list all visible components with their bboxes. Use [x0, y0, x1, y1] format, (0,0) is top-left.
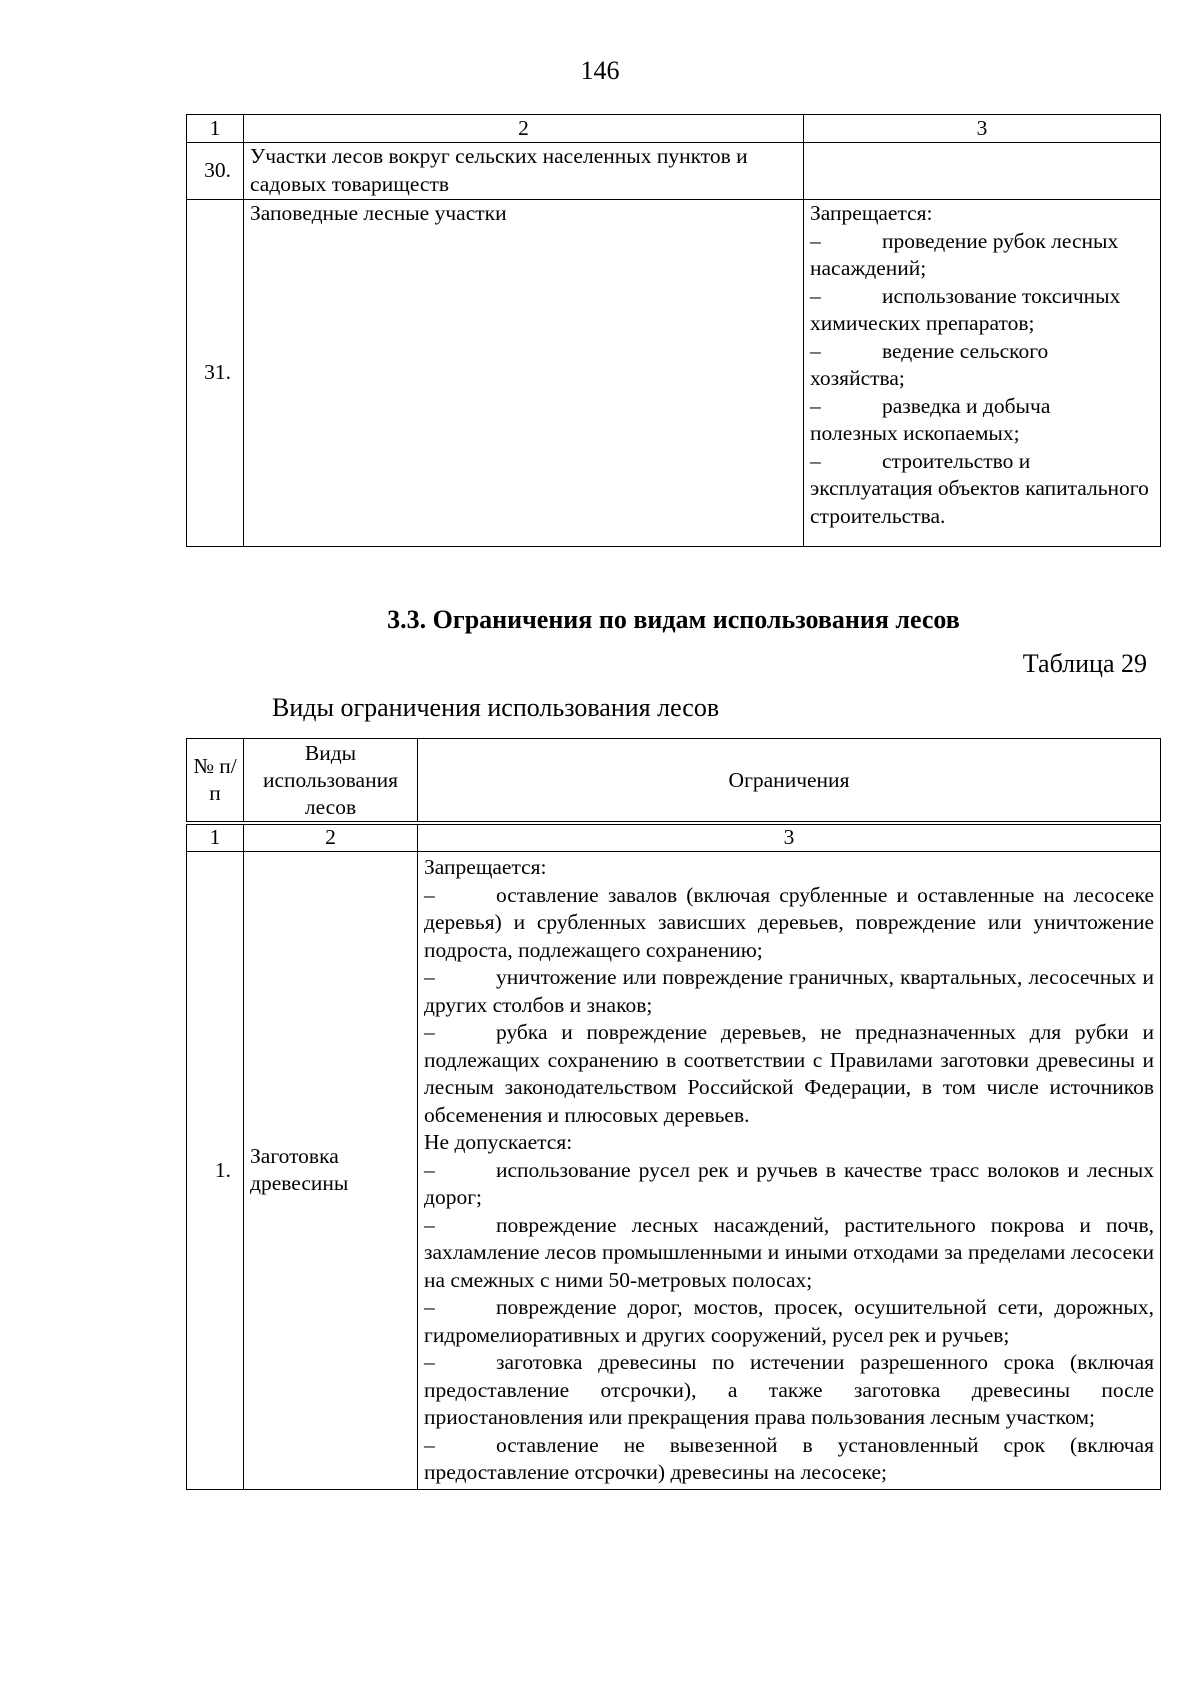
- restriction-item-rest: химических препаратов;: [810, 311, 1035, 335]
- block-title: Запрещается:: [424, 855, 547, 879]
- continuation-table: [186, 114, 1161, 547]
- section-title: 3.3. Ограничения по видам использования лесов: [387, 605, 960, 634]
- page-number: 146: [580, 56, 620, 85]
- header-cell-3: 3: [804, 115, 1161, 143]
- restriction-item: – уничтожение или повреждение граничных, квартальных, лесосечных и других столбов и знаков;: [424, 965, 1154, 1017]
- restriction-item-first: ведение сельского: [882, 338, 1049, 363]
- restriction-item-rest: насаждений;: [810, 256, 927, 280]
- restriction-item: – оставление завалов (включая срубленные и оставленные на лесосеке деревья) и срубленных зависших деревьев, повреждение или уничтожение подроста, подлежащего сохранению;: [424, 882, 1154, 962]
- row-kind: Заготовка древесины: [244, 852, 418, 1490]
- table-caption: Виды ограничения использования лесов: [272, 693, 720, 722]
- restriction-item-text: оставление не вывезенной в установленный срок (включая предоставление отсрочки) древесины на лесосеке;: [424, 1432, 1154, 1484]
- restrictions-title: Запрещается:: [810, 201, 933, 225]
- restriction-item-rest: полезных ископаемых;: [810, 421, 1020, 445]
- restriction-item-text: заготовка древесины по истечении разрешенного срока (включая предоставление отсрочки), а также заготовка древесины после приостановления или прекращения права пользования лесным участком;: [424, 1350, 1154, 1429]
- restriction-item: – заготовка древесины по истечении разрешенного срока (включая предоставление отсрочки), а также заготовка древесины после приостановления или прекращения права пользования лесным участком;: [424, 1350, 1154, 1429]
- restriction-item-text: повреждение дорог, мостов, просек, осушительной сети, дорожных, гидромелиоративных и других сооружений, русел рек и ручьев;: [424, 1295, 1154, 1347]
- restriction-item: – проведение рубок лесных: [810, 228, 1119, 253]
- restriction-item: – оставление не вывезенной в установленный срок (включая предоставление отсрочки) древесины на лесосеке;: [424, 1432, 1154, 1484]
- restriction-item-text: уничтожение или повреждение граничных, квартальных, лесосечных и других столбов и знаков;: [424, 965, 1154, 1017]
- restriction-item: – использование русел рек и ручьев в качестве трасс волоков и лесных дорог;: [424, 1157, 1154, 1209]
- restriction-item: – ведение сельского: [810, 338, 1049, 363]
- table-label: Таблица 29: [1022, 649, 1147, 678]
- restriction-item-text: рубка и повреждение деревьев, не предназначенных для рубки и подлежащих сохранению в соответствии с Правилами заготовки древесины и лесным законодательством Российской Федерации, в том числе источников обсеменения и плюсовых деревьев.: [424, 1020, 1154, 1127]
- restriction-item-rest: хозяйства;: [810, 366, 905, 390]
- restriction-item: – использование токсичных: [810, 283, 1121, 308]
- table-header-row: [187, 115, 1161, 143]
- restriction-item-first: использование токсичных: [882, 283, 1121, 308]
- header-cell-1: 1: [187, 115, 244, 143]
- restriction-item: – повреждение лесных насаждений, растительного покрова и почв, захламление лесов промышленными и иными отходами за пределами лесосеки на смежных с ними 50-метровых полосах;: [424, 1212, 1154, 1292]
- row-restrictions: [418, 852, 1161, 1490]
- restriction-item: – повреждение дорог, мостов, просек, осушительной сети, дорожных, гидромелиоративных и других сооружений, русел рек и ручьев;: [424, 1295, 1154, 1347]
- column-number-1: 1: [187, 823, 244, 852]
- row-area: Заповедные лесные участки: [244, 200, 804, 547]
- row-restrictions: [804, 200, 1161, 547]
- table-row: [187, 200, 1161, 547]
- restriction-item-first: строительство и: [882, 448, 1031, 473]
- restriction-item-text: оставление завалов (включая срубленные и оставленные на лесосеке деревья) и срубленных зависших деревьев, повреждение или уничтожение подроста, подлежащего сохранению;: [424, 882, 1154, 962]
- row-restrictions: [804, 143, 1161, 200]
- column-numbers-row: [187, 823, 1161, 852]
- restriction-item: – строительство и: [810, 448, 1031, 473]
- restriction-item-rest: эксплуатация объектов капитального строительства.: [810, 476, 1149, 528]
- row-area: Участки лесов вокруг сельских населенных пунктов и садовых товариществ: [244, 143, 804, 200]
- header-kind: Виды использования лесов: [244, 739, 418, 824]
- block-title: Не допускается:: [424, 1130, 573, 1154]
- header-num: № п/п: [187, 739, 244, 824]
- row-number: 31.: [187, 200, 244, 547]
- restriction-item: – рубка и повреждение деревьев, не предназначенных для рубки и подлежащих сохранению в соответствии с Правилами заготовки древесины и лесным законодательством Российской Федерации, в том числе источников обсеменения и плюсовых деревьев.: [424, 1020, 1154, 1127]
- header-restrictions: Ограничения: [418, 739, 1161, 824]
- table-row: [187, 852, 1161, 1490]
- header-cell-2: 2: [244, 115, 804, 143]
- table-header-row: [187, 739, 1161, 824]
- row-number: 1.: [187, 852, 244, 1490]
- column-number-3: 3: [418, 823, 1161, 852]
- restrictions-table: [186, 738, 1161, 1490]
- restriction-item-text: использование русел рек и ручьев в качестве трасс волоков и лесных дорог;: [424, 1157, 1154, 1209]
- row-number: 30.: [187, 143, 244, 200]
- restriction-item-first: проведение рубок лесных: [882, 228, 1119, 253]
- restriction-item-first: разведка и добыча: [882, 393, 1051, 418]
- column-number-2: 2: [244, 823, 418, 852]
- table-row: [187, 143, 1161, 200]
- restriction-item-text: повреждение лесных насаждений, растительного покрова и почв, захламление лесов промышленными и иными отходами за пределами лесосеки на смежных с ними 50-метровых полосах;: [424, 1212, 1154, 1292]
- restriction-item: – разведка и добыча: [810, 393, 1051, 418]
